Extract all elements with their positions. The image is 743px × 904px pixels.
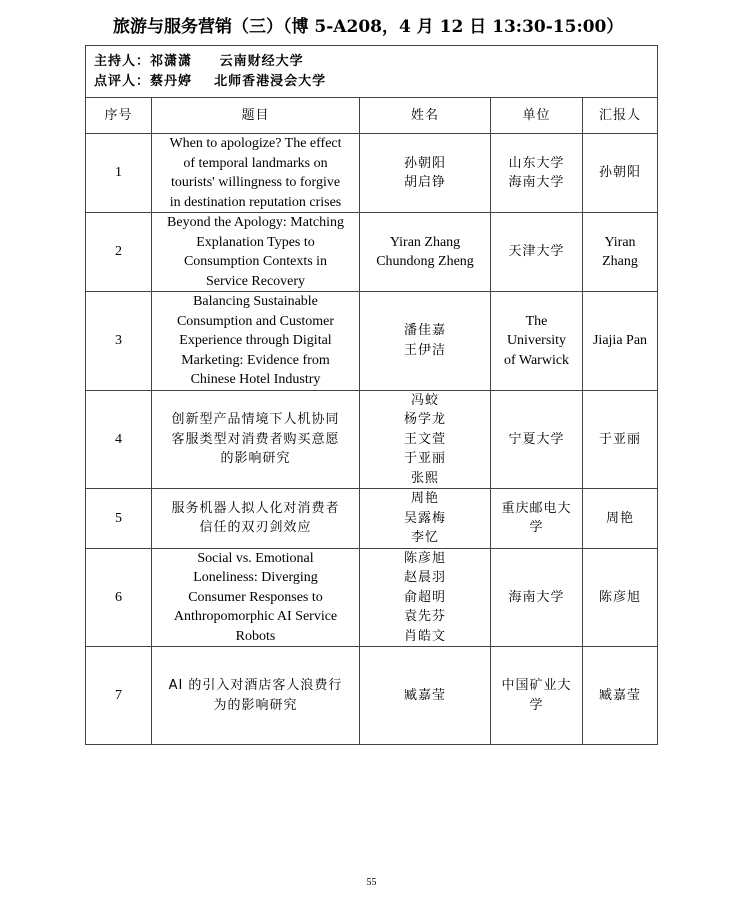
topic-cell xyxy=(152,292,360,391)
table-body xyxy=(86,134,658,745)
row-number: 7 xyxy=(86,647,152,745)
names-cell-line: 肖皓文 xyxy=(403,628,446,644)
column-header-presenter: 汇报人 xyxy=(583,98,658,134)
names-cell xyxy=(360,647,491,745)
names-cell xyxy=(360,390,491,489)
names-cell-line: 王文萱 xyxy=(403,431,446,447)
unit-cell-line: The xyxy=(525,313,548,329)
topic-cell-line: tourists' willingness to forgive xyxy=(170,175,341,190)
topic-cell-line: 为的影响研究 xyxy=(213,697,298,713)
column-header-unit: 单位 xyxy=(491,98,583,134)
topic-cell-line: Social vs. Emotional xyxy=(197,550,314,566)
column-header-no: 序号 xyxy=(86,98,152,134)
table-row xyxy=(86,134,658,213)
topic-cell-line: Explanation Types to xyxy=(196,234,315,250)
names-cell-line: 潘佳嘉 xyxy=(403,323,446,339)
presenter-cell-line: 臧嘉莹 xyxy=(599,687,642,703)
names-cell xyxy=(360,213,491,292)
row-number: 6 xyxy=(86,548,152,647)
names-cell-line: 张熙 xyxy=(410,470,439,486)
row-number: 5 xyxy=(86,489,152,549)
topic-cell xyxy=(152,213,360,292)
unit-cell-line: University xyxy=(506,333,567,348)
row-number: 4 xyxy=(86,390,152,489)
unit-cell-line: 海南大学 xyxy=(508,175,565,190)
names-cell-line: 王伊洁 xyxy=(403,342,446,358)
unit-cell-line: 海南大学 xyxy=(508,589,565,605)
column-header-name: 姓名 xyxy=(360,98,491,134)
names-cell xyxy=(360,134,491,213)
table-header-row xyxy=(86,98,658,134)
names-cell xyxy=(360,489,491,549)
presenter-cell-line: 于亚丽 xyxy=(599,431,642,447)
names-cell-line: 吴露梅 xyxy=(403,510,446,526)
unit-cell-line: 山东大学 xyxy=(508,155,565,171)
topic-cell-line: Consumption and Customer xyxy=(176,313,335,329)
names-cell-line: 臧嘉莹 xyxy=(403,687,446,703)
topic-cell-line: Marketing: Evidence from xyxy=(181,352,330,368)
names-cell-line: 胡启铮 xyxy=(403,175,446,190)
names-cell-line: 李忆 xyxy=(410,530,439,545)
presenter-cell xyxy=(583,489,658,549)
topic-cell-line: Beyond the Apology: Matching xyxy=(167,215,344,230)
topic-cell xyxy=(152,489,360,549)
presenter-cell-line: Jiajia Pan xyxy=(592,333,648,348)
presenter-cell-line: 孙朝阳 xyxy=(599,165,642,181)
reviewer-affiliation: 北师香港浸会大学 xyxy=(214,73,327,89)
column-header-topic: 题目 xyxy=(152,98,360,134)
topic-cell-line: Consumer Responses to xyxy=(188,589,323,605)
table-row xyxy=(86,489,658,549)
unit-cell-line: 天津大学 xyxy=(508,244,565,260)
names-cell-line: Chundong Zheng xyxy=(376,254,474,269)
table-row xyxy=(86,213,658,292)
presenter-cell-line: 陈彦旭 xyxy=(599,589,642,605)
table-row xyxy=(86,292,658,391)
names-cell-line: 于亚丽 xyxy=(403,451,446,466)
unit-cell xyxy=(491,134,583,213)
topic-cell-line: Robots xyxy=(235,628,276,644)
presenter-cell xyxy=(583,213,658,292)
host-affiliation: 云南财经大学 xyxy=(219,53,304,69)
page-number: 55 xyxy=(366,877,377,888)
topic-cell-line: 服务机器人拟人化对消费者 xyxy=(171,500,340,516)
topic-cell xyxy=(152,390,360,489)
row-number: 2 xyxy=(86,213,152,292)
topic-cell-line: Chinese Hotel Industry xyxy=(190,372,321,387)
presenter-cell xyxy=(583,548,658,647)
unit-cell-line: 学 xyxy=(529,520,544,536)
page-title: 旅游与服务营销（三）（博 5-A208，4 月 12 日 13:30-15:00） xyxy=(113,17,624,37)
names-cell-line: 冯蛟 xyxy=(410,392,439,408)
unit-cell xyxy=(491,489,583,549)
reviewer-line xyxy=(94,72,655,92)
presenter-cell-line: Yiran xyxy=(604,234,636,250)
presenter-cell-line: Zhang xyxy=(602,254,638,269)
names-cell-line: 孙朝阳 xyxy=(403,155,446,171)
names-cell-line: 周艳 xyxy=(410,491,439,506)
presenter-cell-line: 周艳 xyxy=(606,510,635,526)
topic-cell-line: Balancing Sustainable xyxy=(193,294,318,309)
unit-cell xyxy=(491,647,583,745)
topic-cell-line: Service Recovery xyxy=(205,273,306,289)
topic-cell-line: 的影响研究 xyxy=(220,451,291,466)
names-cell-line: 俞超明 xyxy=(403,589,446,605)
unit-cell-line: 宁夏大学 xyxy=(508,431,565,447)
names-cell-line: 赵晨羽 xyxy=(403,570,446,585)
names-cell xyxy=(360,292,491,391)
topic-cell-line: 创新型产品情境下人机协同 xyxy=(171,412,340,427)
topic-cell-line: Anthropomorphic AI Service xyxy=(173,609,338,624)
session-info-row xyxy=(86,46,658,98)
unit-cell-line: 重庆邮电大 xyxy=(501,500,572,516)
topic-cell-line: When to apologize? The effect xyxy=(169,136,342,151)
unit-cell-line: 学 xyxy=(529,697,544,713)
topic-cell xyxy=(152,647,360,745)
row-number: 3 xyxy=(86,292,152,391)
presenter-cell xyxy=(583,647,658,745)
session-info xyxy=(86,46,658,98)
topic-cell-line: of temporal landmarks on xyxy=(183,155,328,171)
topic-cell-line: Consumption Contexts in xyxy=(183,254,328,269)
topic-cell xyxy=(152,134,360,213)
unit-cell xyxy=(491,390,583,489)
topic-cell-line: Experience through Digital xyxy=(179,333,332,348)
unit-cell xyxy=(491,213,583,292)
presenter-cell xyxy=(583,292,658,391)
names-cell-line: 袁先芬 xyxy=(403,609,446,624)
topic-cell-line: 客服类型对消费者购买意愿 xyxy=(171,431,340,447)
presenter-cell xyxy=(583,390,658,489)
host-line xyxy=(94,52,655,72)
presenter-cell xyxy=(583,134,658,213)
table-row xyxy=(86,390,658,489)
names-cell-line: 杨学龙 xyxy=(403,412,446,427)
host-label: 主持人：祁潇潇 xyxy=(94,53,193,69)
unit-cell xyxy=(491,548,583,647)
topic-cell-line: AI 的引入对酒店客人浪费行 xyxy=(168,678,343,693)
unit-cell-line: 中国矿业大 xyxy=(501,678,572,693)
names-cell-line: Yiran Zhang xyxy=(389,234,461,250)
table-row xyxy=(86,647,658,745)
topic-cell xyxy=(152,548,360,647)
unit-cell-line: of Warwick xyxy=(503,352,570,368)
names-cell-line: 陈彦旭 xyxy=(403,550,446,566)
topic-cell-line: in destination reputation crises xyxy=(169,194,342,210)
topic-cell-line: Loneliness: Diverging xyxy=(193,570,318,585)
row-number: 1 xyxy=(86,134,152,213)
table-row xyxy=(86,548,658,647)
topic-cell-line: 信任的双刃剑效应 xyxy=(199,520,312,536)
unit-cell xyxy=(491,292,583,391)
session-table xyxy=(85,45,658,745)
reviewer-label: 点评人：蔡丹婷 xyxy=(94,73,193,89)
names-cell xyxy=(360,548,491,647)
